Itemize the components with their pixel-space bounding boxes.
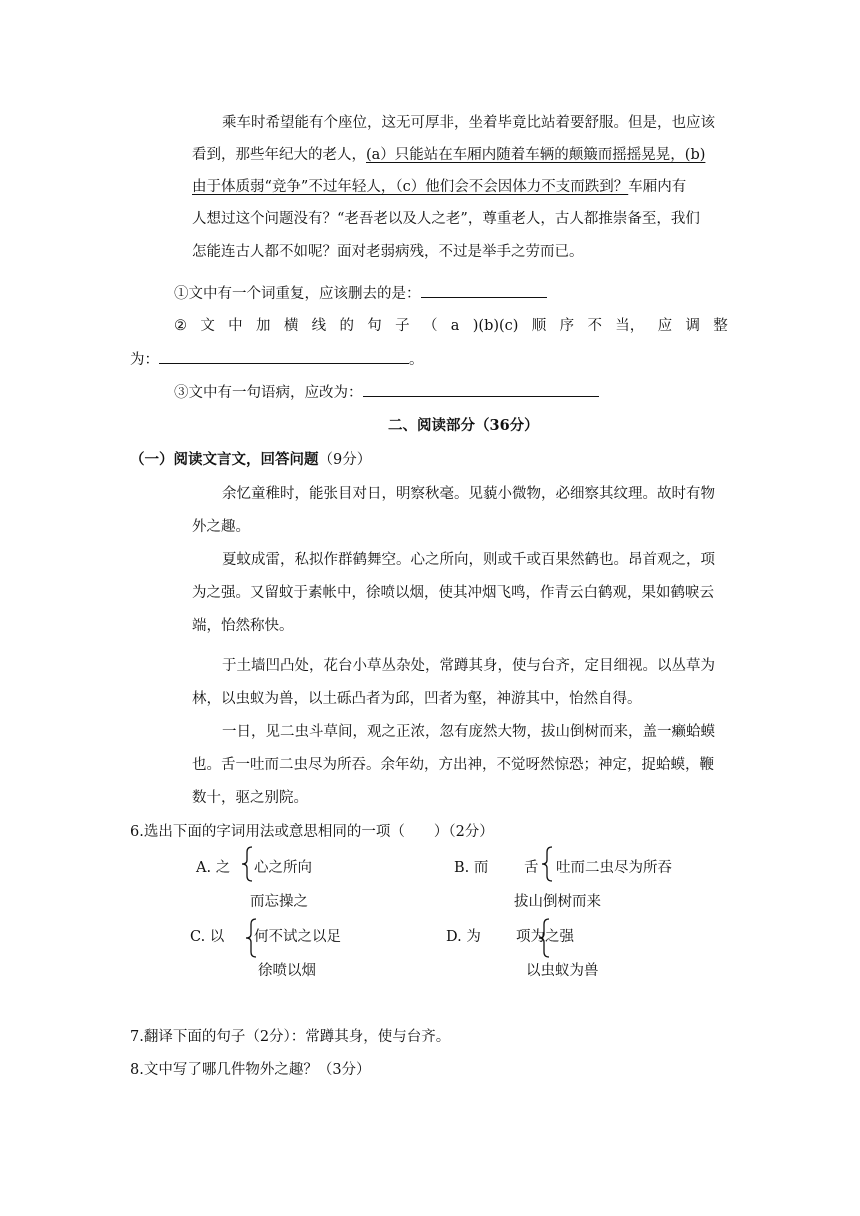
brace-a xyxy=(241,846,251,882)
option-b-label[interactable]: B. 而 xyxy=(454,860,489,876)
question-1-text: ①文中有一个词重复，应该删去的是： xyxy=(174,286,421,302)
option-c-item-2: 徐喷以烟 xyxy=(258,963,316,979)
question-2-token: 横 xyxy=(283,318,299,334)
option-d-item-1: 项为之强 xyxy=(516,929,574,945)
passage-line-2-text: 看到，那些年纪大的老人， xyxy=(192,147,366,163)
question-2-token: )(b)(c) xyxy=(472,318,519,334)
classical-p1-line-1: 余忆童稚时，能张目对日，明察秋毫。见藐小微物，必细察其纹理。故时有物 xyxy=(222,486,715,502)
passage-line-1: 乘车时希望能有个座位，这无可厚非，坐着毕竟比站着要舒服。但是，也应该 xyxy=(222,115,715,131)
section-title: 二、阅读部分（36分） xyxy=(388,417,539,434)
question-2-token: 不 xyxy=(587,318,602,334)
question-2-token: 当， xyxy=(615,318,645,334)
part-1-heading xyxy=(130,450,371,470)
question-2-line-2 xyxy=(130,349,424,370)
question-3 xyxy=(174,382,599,403)
question-2-token: 文 xyxy=(200,318,215,334)
part-1-title: （一）阅读文言文，回答问题 xyxy=(130,451,319,468)
underlined-sentence-part-1: (a）只能站在车厢内随着车辆的颠簸而摇摇晃晃，(b) xyxy=(366,147,706,163)
question-3-text: ③文中有一句语病，应改为： xyxy=(174,385,363,401)
question-2-line-1 xyxy=(174,316,728,336)
question-1 xyxy=(174,283,547,304)
question-2-token: 中 xyxy=(228,318,243,334)
question-2-token: 序 xyxy=(559,318,575,334)
passage-line-3-text: 车厢内有 xyxy=(628,179,687,195)
question-2-token: 应 xyxy=(657,318,673,334)
question-7: 7.翻译下面的句子（2分）：常蹲其身，使与台齐。 xyxy=(130,1029,451,1045)
question-2-token: 的 xyxy=(339,318,354,334)
classical-p1-line-2: 外之趣。 xyxy=(192,519,250,535)
option-a-label[interactable]: A. 之 xyxy=(196,860,231,876)
option-a-item-1: 心之所向 xyxy=(254,860,312,876)
question-6-stem: 6.选出下面的字词用法或意思相同的一项（ ）（2分） xyxy=(130,824,494,840)
option-a-item-2: 而忘操之 xyxy=(250,894,308,910)
option-c-item-1: 何不试之以足 xyxy=(254,929,341,945)
classical-p2-line-1: 夏蚊成雷，私拟作群鹤舞空。心之所向，则或千或百果然鹤也。昂首观之，项 xyxy=(222,552,715,568)
question-2-prefix: 为： xyxy=(130,352,159,368)
underlined-sentence-part-2: 由于体质弱“竞争”不过年轻人，（c）他们会不会因体力不支而跌到？ xyxy=(192,179,629,195)
classical-p2-line-2: 为之强。又留蚊于素帐中，徐喷以烟，使其冲烟飞鸣，作青云白鹤观，果如鹤唳云 xyxy=(192,585,714,601)
option-b-item-1: 吐而二虫尽为所吞 xyxy=(556,860,672,876)
question-2-suffix: 。 xyxy=(409,352,424,368)
passage-line-5: 怎能连古人都不如呢？面对老弱病残，不过是举手之劳而已。 xyxy=(192,244,584,260)
classical-p4-line-1: 一日，见二虫斗草间，观之正浓，忽有庞然大物，拔山倒树而来，盖一癞蛤蟆 xyxy=(222,724,715,740)
option-d-label[interactable]: D. 为 xyxy=(446,929,481,945)
option-c-label[interactable]: C. 以 xyxy=(190,929,225,945)
classical-p2-line-3: 端，怡然称快。 xyxy=(192,618,294,634)
question-2-token: 子 xyxy=(395,318,410,334)
answer-blank-2[interactable] xyxy=(159,349,409,364)
question-8: 8.文中写了哪几件物外之趣？（3分） xyxy=(130,1062,371,1078)
option-b-item-2: 拔山倒树而来 xyxy=(514,894,601,910)
passage-line-3 xyxy=(192,177,686,197)
question-2-token: 加 xyxy=(255,318,271,334)
classical-p3-line-2: 林，以虫蚁为兽，以土砾凸者为邱，凹者为壑，神游其中，怡然自得。 xyxy=(192,691,642,707)
classical-p4-line-3: 数十，驱之别院。 xyxy=(192,790,308,806)
option-b-prefix: 舌 xyxy=(524,860,539,876)
passage-line-2 xyxy=(192,145,705,165)
answer-blank-3[interactable] xyxy=(363,382,599,397)
question-2-token: 线 xyxy=(311,318,327,334)
question-2-token: （ xyxy=(422,318,438,334)
question-2-token: 调 xyxy=(685,318,700,334)
question-2-token: a xyxy=(450,318,460,334)
answer-blank-1[interactable] xyxy=(421,283,547,298)
question-2-token: 顺 xyxy=(531,318,547,334)
option-d-item-2: 以虫蚁为兽 xyxy=(526,963,599,979)
classical-p3-line-1: 于土墙凹凸处，花台小草丛杂处，常蹲其身，使与台齐，定目细视。以丛草为 xyxy=(222,658,715,674)
brace-d xyxy=(538,918,548,958)
brace-b xyxy=(541,846,551,882)
question-2-token: 句 xyxy=(367,318,382,334)
part-1-score: （9分） xyxy=(318,452,372,468)
question-2-token: 整 xyxy=(713,318,728,334)
question-2-token: ② xyxy=(174,318,187,334)
passage-line-4: 人想过这个问题没有？“老吾老以及人之老”，尊重老人，古人都推崇备至，我们 xyxy=(192,211,700,227)
classical-p4-line-2: 也。舌一吐而二虫尽为所吞。余年幼，方出神，不觉呀然惊恐；神定，捉蛤蟆，鞭 xyxy=(192,757,714,773)
